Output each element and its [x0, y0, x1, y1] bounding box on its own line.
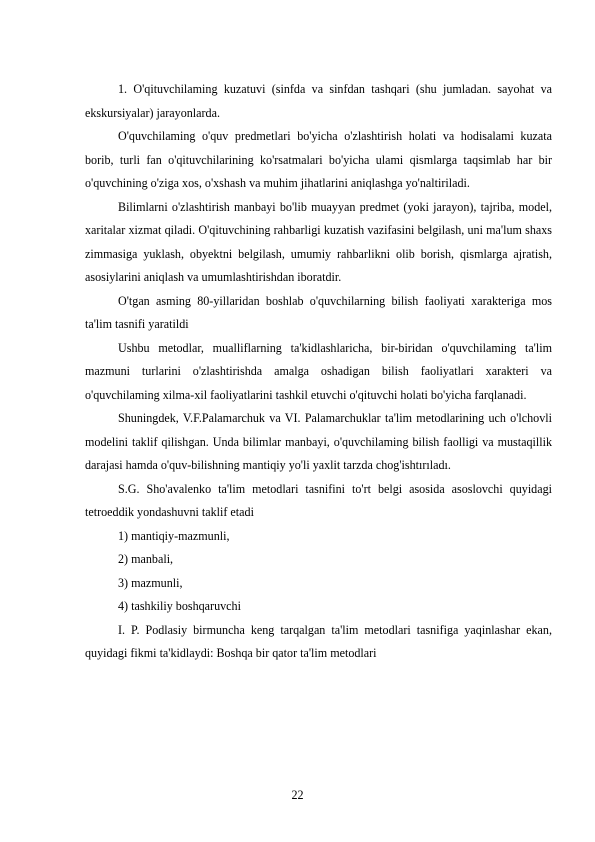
paragraph-shoavalenko: S.G. Sho'avalenko ta'lim metodlari tasnifini to'rt belgi asosida asoslovchi quyidagi tetroeddik yondashuvni taklif etadi	[85, 481, 552, 519]
list-item-source: 2) manbali,	[118, 552, 174, 566]
paragraph-methods-differ: Ushbu metodlar, mualliflarning ta'kidlashlaricha, bir-biridan o'quvchilaming ta'lim mazmuni turlarini o'zlashtirishda amalga oshadigan bilish faoliyatlari xarakteri va o'quvchilaming xilma-xil faoliyatlarini tashkil etuvchi o'qituvchi holati bo'yicha farqlanadi.	[85, 340, 552, 402]
list-item-logical: 1) mantiqiy-mazmunli,	[118, 528, 230, 543]
paragraph-knowledge-source: Bilimlarni o'zlashtirish manbayi bo'lib muayyan predmet (yoki jarayon), tajriba, model, xaritalar xizmat qiladi. O'qituvchining rahbarligi kuzatish vazifasini belgilash, uni ma'lum shaxs zimmasiga yuklash, obyektni belgilash, umumiy rahbarlikni olib borish, qismlarga ajratish, asosiylarini aniqlash va umumlashtirishdan iboratdir.	[85, 199, 552, 284]
page-number: 22	[291, 788, 304, 802]
list-item-organizational: 4) tashkiliy boshqaruvchi	[118, 599, 241, 613]
page-body	[85, 78, 552, 666]
list-item-content: 3) mazmunli,	[118, 575, 183, 590]
paragraph-observation: 1. O'qituvchilaming kuzatuvi (sinfda va sinfdan tashqari (shu jumladan. sayohat va ekskursiyalar) jarayonlarda.	[85, 82, 552, 120]
paragraph-student-mastery: O'quvchilaming o'quv predmetlari bo'yicha o'zlashtirish holati va hodisalami kuzata borib, turli fan o'qituvchilarining ko'rsatmalari bo'yicha ulami qismlarga taqsimlab har bir o'quvchining o'ziga xos, o'xshash va muhim jihatlarini aniqlashga yo'naltiriladi.	[85, 129, 552, 190]
paragraph-palamarchuk-model: Shuningdek, V.F.Palamarchuk va VI. Palamarchuklar ta'lim metodlarining uch o'lchovli modelini taklif qilishgan. Unda bilimlar manbayi, o'quvchilaming bilish faolligi va mustaqillik darajasi hamda o'quv-bilishning mantiqiy yo'li yaxlit tarzda chog'ishtırıladı.	[85, 411, 552, 472]
paragraph-classification-80s: O'tgan asming 80-yillaridan boshlab o'quvchilarning bilish faoliyati xarakteriga mos ta'lim tasnifi yaratildi	[85, 293, 552, 331]
paragraph-podlasiy: I. P. Podlasiy birmuncha keng tarqalgan ta'lim metodlari tasnifiga yaqinlashar ekan, quyidagi fikmi ta'kidlaydi: Boshqa bir qator ta'lim metodlari	[85, 622, 552, 660]
